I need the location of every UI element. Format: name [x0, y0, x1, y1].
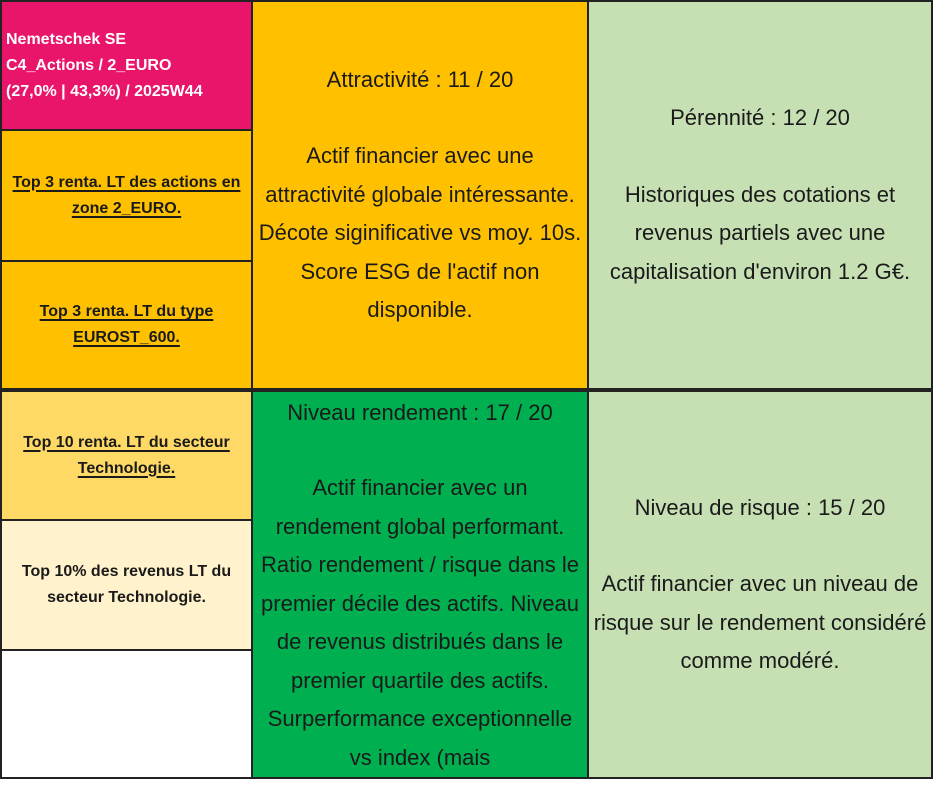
asset-header [0, 0, 253, 131]
perennite-title: Pérennité : 12 / 20 [670, 105, 850, 130]
attractivite-title: Attractivité : 11 / 20 [326, 66, 514, 92]
asset-category: C4_Actions / 2_EURO [6, 56, 172, 74]
badge-top-type-text: Top 3 renta. LT du type EUROST_600. [39, 303, 214, 346]
badge-top-zone-text: Top 3 renta. LT des actions en zone 2_EURO. [12, 173, 241, 217]
badge-top-type [0, 260, 253, 390]
empty-cell [0, 649, 253, 779]
rendement-title: Niveau rendement : 17 / 20 [287, 400, 553, 425]
badge-top-sector-text: Top 10 renta. LT du secteur Technologie. [23, 433, 230, 477]
badge-top-revenue [0, 519, 253, 651]
attractivite-card [251, 0, 589, 390]
risque-text: Actif financier avec un niveau de risque sur le rendement considéré comme modéré. [593, 571, 927, 673]
badge-top-sector [0, 390, 253, 521]
perennite-card [587, 0, 933, 390]
risque-title: Niveau de risque : 15 / 20 [634, 494, 886, 520]
asset-stats: (27,0% | 43,3%) / 2025W44 [6, 82, 203, 100]
asset-name: Nemetschek SE [6, 30, 127, 48]
rendement-card [251, 390, 589, 779]
rendement-text: Actif financier avec un rendement global performant. Ratio rendement / risque dans le premier décile des actifs. Niveau de revenus distribués dans le premier quartile des actifs. Surperformance exceptionnelle vs index (mais [261, 475, 579, 770]
badge-top-revenue-text: Top 10% des revenus LT du secteur Technologie. [21, 563, 232, 606]
risque-card [587, 390, 933, 779]
badge-top-zone [0, 129, 253, 262]
attractivite-text: Actif financier avec une attractivité globale intéressante. Décote siginificative vs moy. 10s. Score ESG de l'actif non disponible. [258, 143, 582, 322]
perennite-text: Historiques des cotations et revenus partiels avec une capitalisation d'environ 1.2 G€. [609, 181, 911, 284]
